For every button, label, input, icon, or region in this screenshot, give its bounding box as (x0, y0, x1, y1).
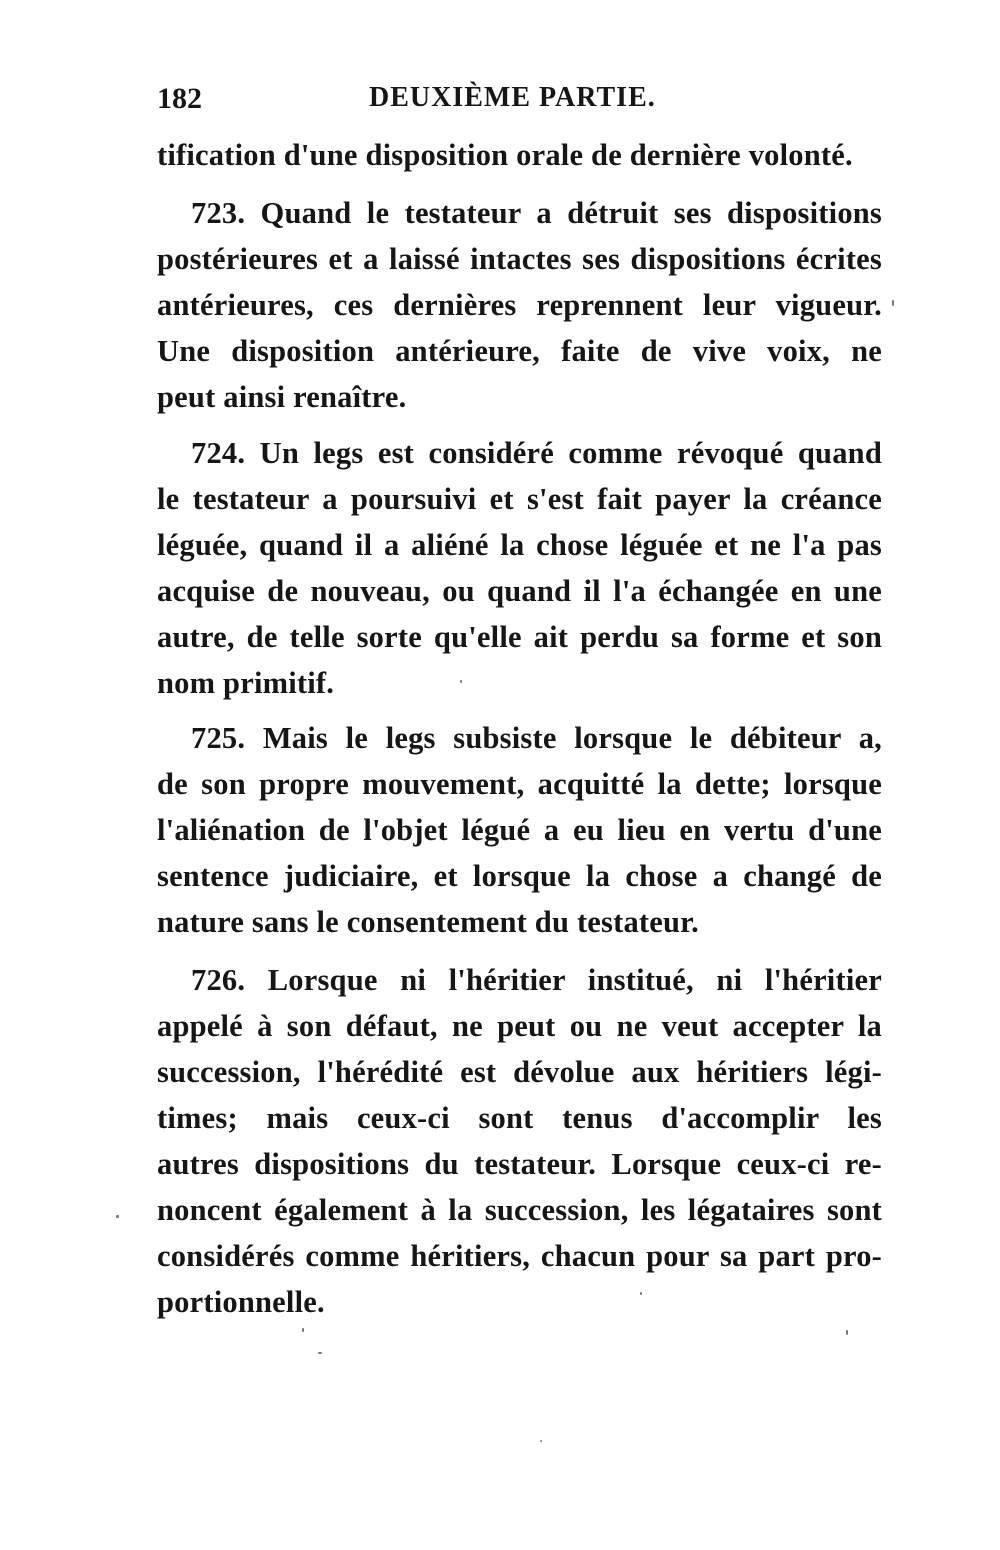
text-line: 725. Mais le legs subsiste lorsque le débiteur a, (191, 721, 882, 755)
text-line: 723. Quand le testateur a détruit ses dispositions (191, 196, 882, 230)
scan-speck (846, 1330, 848, 1335)
text-line: nature sans le consentement du testateur. (157, 905, 699, 939)
text-line: postérieures et a laissé intactes ses dispositions écrites (157, 242, 882, 276)
text-line: noncent également à la succession, les légataires sont (157, 1193, 882, 1227)
paragraph-726 (157, 957, 882, 1325)
page-header (157, 82, 882, 122)
text-line: 724. Un legs est considéré comme révoqué quand (191, 436, 882, 470)
text-line: portionnelle. (157, 1285, 325, 1319)
text-line: 726. Lorsque ni l'héritier institué, ni l'héritier (191, 963, 882, 997)
paragraph-723 (157, 190, 882, 420)
scan-speck (640, 1292, 642, 1295)
text-line: le testateur a poursuivi et s'est fait payer la créance (157, 482, 882, 516)
text-line: nom primitif. (157, 666, 335, 700)
scan-speck (540, 1440, 542, 1442)
text-line: sentence judiciaire, et lorsque la chose a changé de (157, 859, 882, 893)
text-line: léguée, quand il a aliéné la chose léguée et ne l'a pas (157, 528, 882, 562)
paragraph-724 (157, 430, 882, 706)
text-line: considérés comme héritiers, chacun pour sa part pro- (157, 1239, 882, 1273)
text-line: succession, l'hérédité est dévolue aux héritiers légi- (157, 1055, 882, 1089)
scan-speck (116, 1215, 119, 1218)
paragraph-725 (157, 715, 882, 945)
text-line: Une disposition antérieure, faite de vive voix, ne (157, 334, 882, 368)
text-line: de son propre mouvement, acquitté la dette; lorsque (157, 767, 882, 801)
text-line: appelé à son défaut, ne peut ou ne veut accepter la (157, 1009, 882, 1043)
scan-speck (892, 300, 894, 306)
scan-speck (302, 1328, 304, 1332)
text-line: peut ainsi renaître. (157, 380, 407, 414)
page-number: 182 (157, 82, 202, 115)
text-line: acquise de nouveau, ou quand il l'a échangée en une (157, 574, 882, 608)
scan-speck (460, 680, 462, 683)
running-head: DEUXIÈME PARTIE. (369, 82, 656, 113)
text-line: autres dispositions du testateur. Lorsque ceux-ci re- (157, 1147, 882, 1181)
text-line: tification d'une disposition orale de dernière volonté. (157, 138, 853, 172)
text-line: antérieures, ces dernières reprennent leur vigueur. (157, 288, 882, 322)
text-line: l'aliénation de l'objet légué a eu lieu en vertu d'une (157, 813, 882, 847)
paragraph-continuation (157, 132, 882, 178)
text-line: times; mais ceux-ci sont tenus d'accomplir les (157, 1101, 882, 1135)
scan-speck (318, 1352, 322, 1354)
text-line: autre, de telle sorte qu'elle ait perdu sa forme et son (157, 620, 882, 654)
